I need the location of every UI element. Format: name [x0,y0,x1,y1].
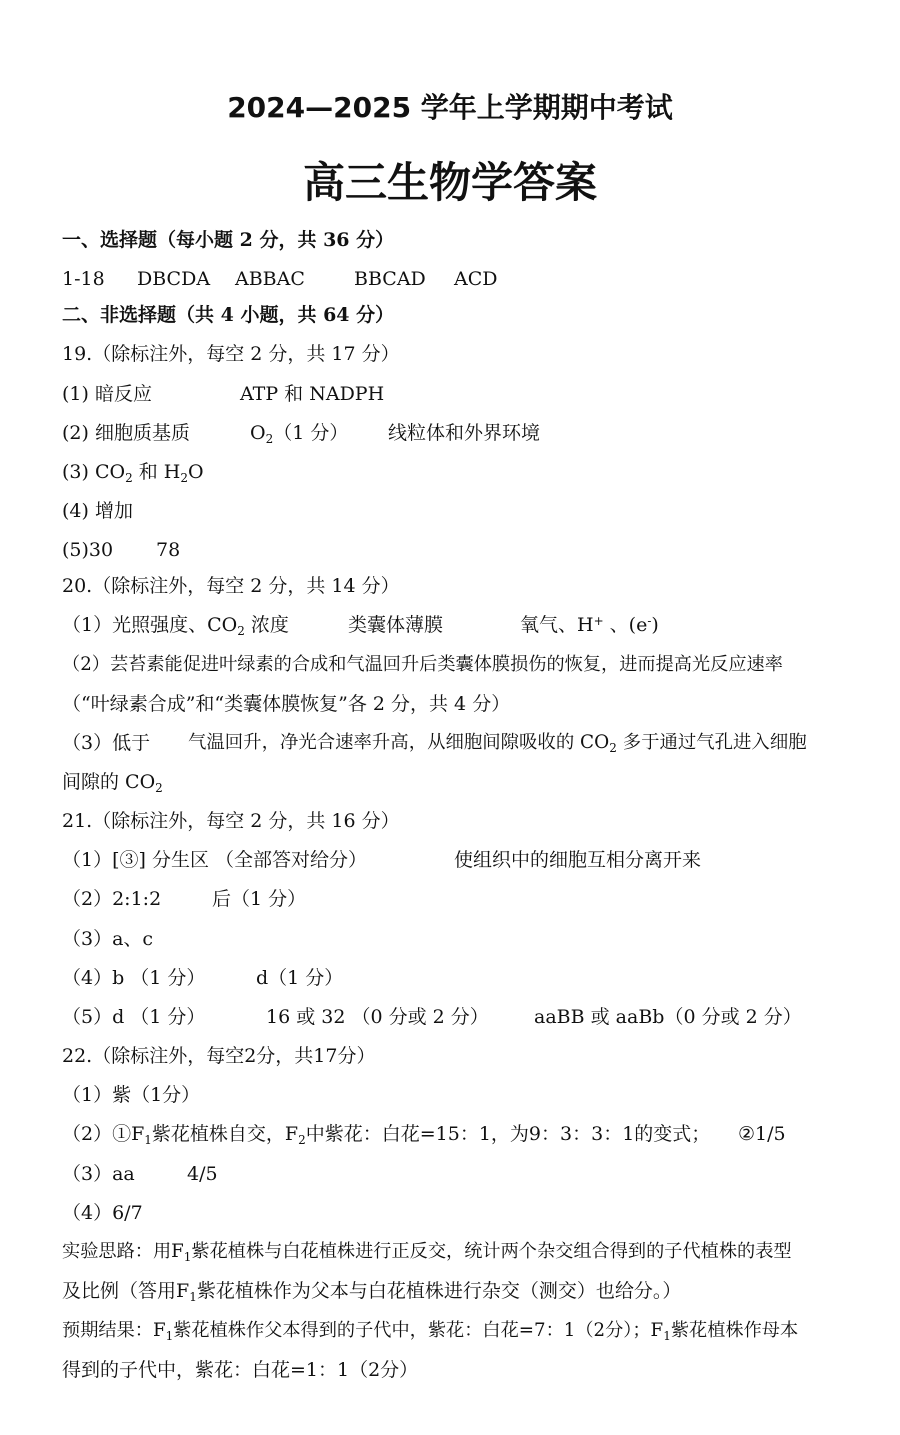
q21-a5-b: 16 或 32 （0 分或 2 分） [266,1006,489,1028]
q19-answer-2 [62,421,862,445]
q20-a1-a: （1）光照强度、$CO_2$ 浓度 [62,614,289,638]
q22-experiment-line2: 及比例（答用$F_1$紫花植株作为父本与白花植株进行杂交（测交）也给分。） [62,1280,682,1304]
q19-a2-c: 线粒体和外界环境 [388,422,541,444]
q21-a2-b: 后（1 分） [212,888,307,910]
q22-answer-4: （4）6/7 [62,1202,143,1224]
q20-answer-2-line1: （2）芸苔素能促进叶绿素的合成和气温回升后类囊体膜损伤的恢复，进而提高光反应速率 [62,654,783,675]
q19-heading: 19.（除标注外，每空 2 分，共 17 分） [62,343,400,365]
q21-answer-1 [62,848,862,872]
q21-a2-a: （2）2:1:2 [62,888,162,910]
section2-heading: 二、非选择题（共 4 小题，共 64 分） [62,304,395,326]
q20-answer-1 [62,613,862,637]
q21-answer-5 [62,1005,862,1029]
q21-answer-4 [62,966,862,990]
q19-a1-b: ATP 和 NADPH [240,383,385,405]
q19-a5-b: 78 [156,539,181,561]
q22-answer-3 [62,1162,862,1186]
q22-experiment-line1: 实验思路：用$F_1$紫花植株与白花植株进行正反交，统计两个杂交组合得到的子代植株的表型 [62,1241,792,1264]
q21-heading: 21.（除标注外，每空 2 分，共 16 分） [62,810,400,832]
exam-title: 2024—2025 学年上学期期中考试 [227,91,673,124]
q20-a1-b: 类囊体薄膜 [348,614,444,636]
q22-a3-a: （3）aa [62,1163,135,1185]
q22-result-line2: 得到的子代中，紫花：白花=1：1（2分） [62,1359,419,1381]
choice-answers-row [62,267,862,291]
q19-a2-b: $O_2(1$ 分） [250,422,349,446]
q20-a3-b: 气温回升，净光合速率升高，从细胞间隙吸收的 $CO_2$ 多于通过气孔进入细胞 [188,732,807,755]
q22-answer-1: （1）紫（1分） [62,1084,201,1106]
q19-answer-5 [62,538,862,562]
q19-answer-1 [62,382,862,406]
q22-a2-a: $(2)①F_1$紫花植株自交，$F_2$中紫花：白花=15：1，为9：3：3：1的变式； [62,1123,711,1147]
q19-answer-3: (3) $CO_2$ 和 $H_2O$ [62,461,204,485]
q21-a1-a: （1）[③] 分生区 （全部答对给分） [62,849,367,871]
q22-answer-2 [62,1122,862,1146]
q21-a4-a: （4）b （1 分） [62,967,206,989]
q21-answer-3: （3）a、c [62,928,154,950]
q21-a4-b: d（1 分） [256,967,344,989]
answer-title: 高三生物学答案 [302,158,597,207]
q20-answer-2-line2: （“叶绿素合成”和“类囊体膜恢复”各 2 分，共 4 分） [62,693,511,715]
choice-group-4: ACD [454,268,498,290]
q20-answer-3-line1 [62,731,862,755]
q20-heading: 20.（除标注外，每空 2 分，共 14 分） [62,575,400,597]
q22-heading: 22.（除标注外，每空2分，共17分） [62,1045,376,1067]
q19-answer-4: (4) 增加 [62,500,133,522]
q19-a5-a: (5)30 [62,539,114,561]
q21-a1-b: 使组织中的细胞互相分离开来 [454,849,702,871]
choice-group-3: BBCAD [354,268,426,290]
q21-answer-2 [62,887,862,911]
q21-a5-a: （5）d （1 分） [62,1006,206,1028]
q20-answer-3-line2: 间隙的 $CO_2$ [62,771,163,795]
q20-a1-c: 氧气、H+ 、(e-) [520,614,659,636]
q19-a2-label: (2) 细胞质基质 [62,422,190,444]
q20-a3-a: （3）低于 [62,732,151,754]
q22-a3-b: 4/5 [187,1163,218,1185]
choice-group-1: DBCDA [137,268,211,290]
q19-a1-label: (1) 暗反应 [62,383,152,405]
q22-result-line1: 预期结果：$F_1$紫花植株作父本得到的子代中，紫花：白花=7：1（2分）；$F_1$紫花植株作母本 [62,1320,799,1343]
choice-group-2: ABBAC [235,268,305,290]
choice-range: 1-18 [62,268,105,290]
q21-a5-c: aaBB 或 aaBb（0 分或 2 分） [534,1006,802,1028]
section1-heading: 一、选择题（每小题 2 分，共 36 分） [62,229,395,251]
q22-a2-b: ②1/5 [738,1123,786,1145]
